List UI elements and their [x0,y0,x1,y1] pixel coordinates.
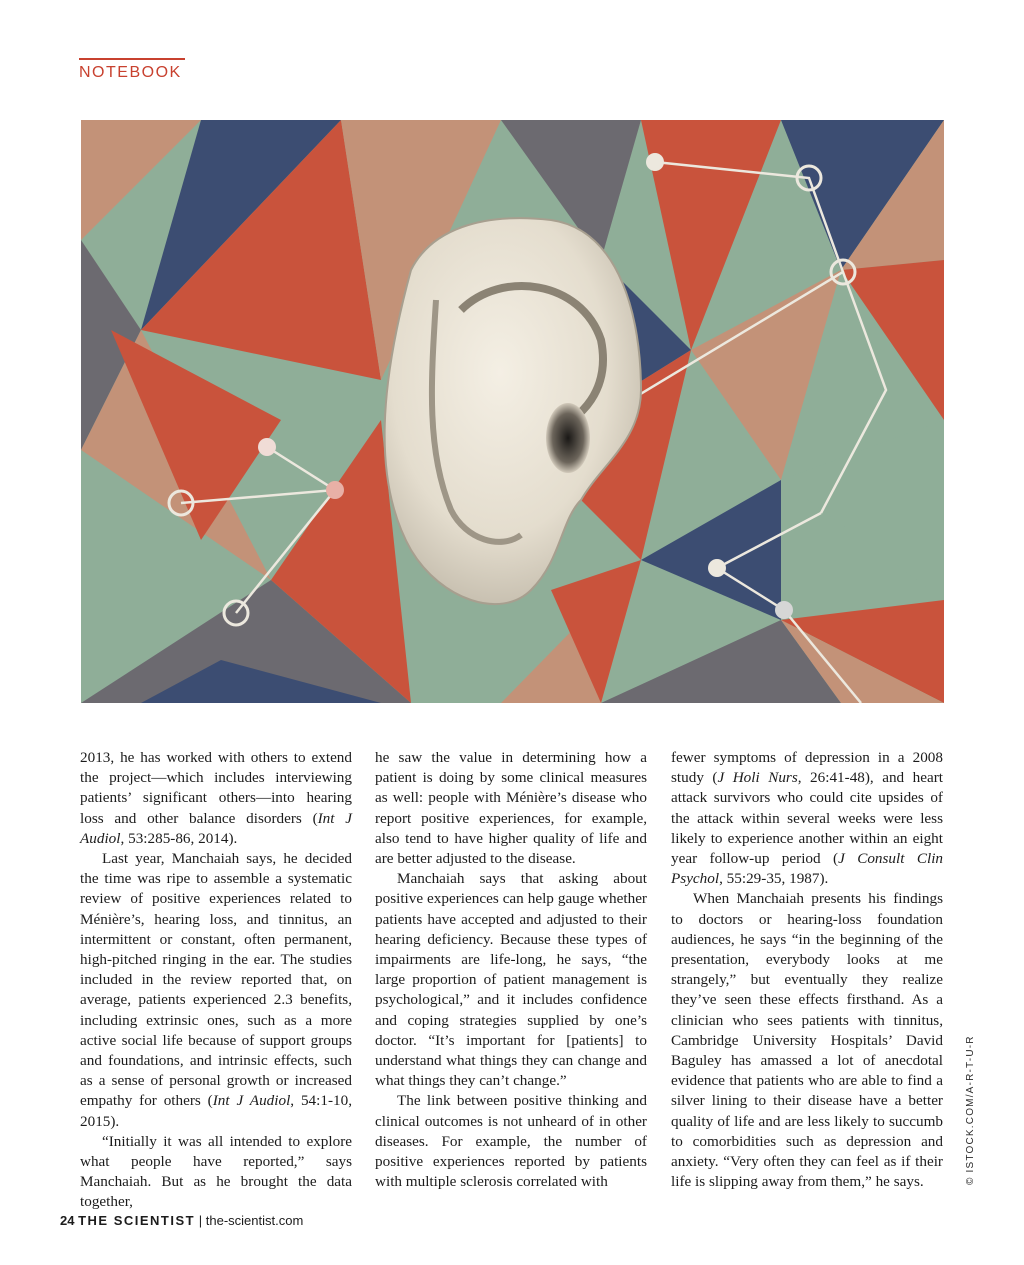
section-rule [79,58,185,60]
photo-credit: © ISTOCK.COM/A-R-T-U-R [965,1035,976,1185]
paragraph: When Manchaiah presents his findings to doctors or hearing-loss foundation audiences, he says “in the beginning of the presentation, everybody looks at me strangely,” but eventually they realize they’ve seen these effects firsthand. As a clinician who sees patients with tinnitus, Cambridge University Hospitals’ David Baguley has amassed a lot of anecdotal evidence that patients who are able to find a silver lining to their disease have a better quality of life and are less likely to succumb to comorbidities such as depression and anxiety. “Very often they can feel as if their life is slipping away from them,” he says. [671,890,943,1191]
section-label: NOTEBOOK [79,64,182,81]
footer-separator: | [198,1213,203,1228]
paragraph: “Initially it was all intended to explore what people have reported,” says Manchaiah. But as he brought the data together, [80,1132,352,1211]
article-column-3 [671,748,943,1192]
paragraph: The link between positive thinking and clinical outcomes is not unheard of in other diseases. For example, the number of positive experiences reported by patients with multiple sclerosis correlated with [375,1092,647,1191]
paragraph: Manchaiah says that asking about positive experiences can help gauge whether patients have accepted and adjusted to their hearing deficiency. Because these types of impairments are life-long, he says, “the large proportion of patient management is psychological,” and it includes confidence and coping strategies supplied by one’s doctor. “It’s important for [patients] to understand what things they can change and what things they can’t change.” [375,870,647,1090]
paragraph: 2013, he has worked with others to extend the project—which includes interviewing patients’ significant others—into hearing loss and other balance disorders (Int J Audiol, 53:285-86, 2014). [80,749,352,847]
website-link[interactable]: the-scientist.com [205,1213,304,1228]
magazine-name: THE SCIENTIST [78,1213,196,1228]
paragraph: Last year, Manchaiah says, he decided the time was ripe to assemble a systematic review of positive experiences related to Ménière’s, hearing loss, and tinnitus, an intermittent or constant, often permanent, high-pitched ringing in the ear. The studies included in the review reported that, on average, patients experienced 2.3 benefits, including extrinsic ones, such as a more active social life because of support groups and foundations, and intrinsic effects, such as a sense of personal growth or increased empathy for others (Int J Audiol, 54:1-10, 2015). [80,850,352,1130]
page-footer [60,1213,303,1228]
paragraph: fewer symptoms of depression in a 2008 study (J Holi Nurs, 26:41-48), and heart attack survivors who could cite upsides of the attack within several weeks were less likely to experience another within an eight year follow-up period (J Consult Clin Psychol, 55:29-35, 1987). [671,749,944,888]
article-column-2 [375,748,647,1192]
paragraph: he saw the value in determining how a patient is doing by some clinical measures as well: people with Ménière’s disease who report positive experiences, for example, also tend to have higher quality of life and are better adjusted to the disease. [375,749,647,868]
article-column-1 [80,748,352,1213]
ear-illustration [81,120,944,703]
page-number: 24 [60,1213,75,1228]
